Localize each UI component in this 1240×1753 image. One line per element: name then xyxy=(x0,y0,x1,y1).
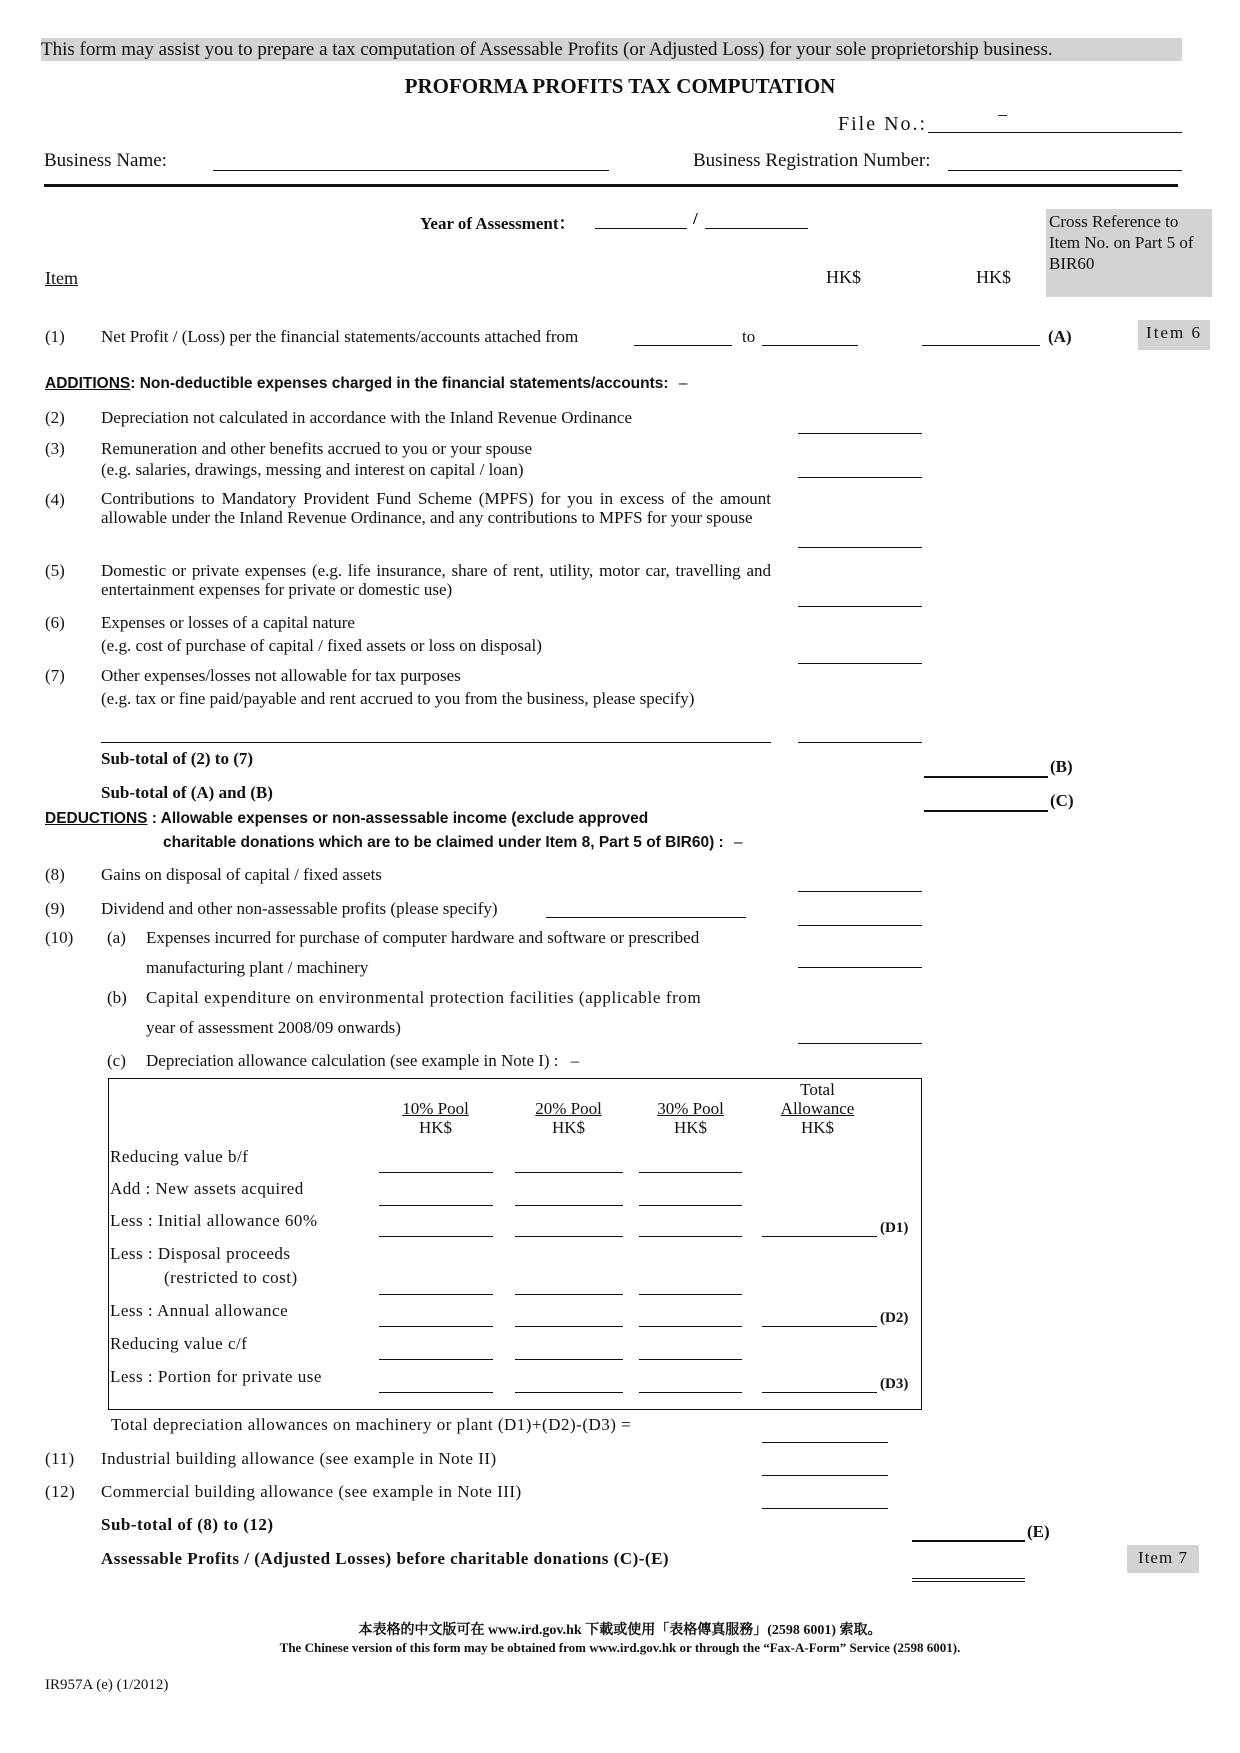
pool-row-label: Reducing value c/f xyxy=(110,1334,248,1353)
pool-row-label: Less : Annual allowance xyxy=(110,1301,289,1320)
item-5-amount-field[interactable] xyxy=(798,606,922,607)
form-code: IR957A (e) (1/2012) xyxy=(45,1677,169,1693)
item-11-number: (11) xyxy=(45,1449,75,1468)
intro-banner xyxy=(41,38,1182,61)
pool-10-reducing-cf[interactable] xyxy=(379,1359,493,1360)
item-6-tag xyxy=(1138,320,1210,350)
item-11-text: Industrial building allowance (see example in Note II) xyxy=(101,1449,497,1468)
deductions-dash: – xyxy=(734,834,743,851)
item-2-amount-field[interactable] xyxy=(798,433,922,434)
file-no-label: File No.: xyxy=(838,113,928,135)
item-1-to-field[interactable] xyxy=(762,345,858,346)
item-6-line-1: Expenses or losses of a capital nature xyxy=(101,613,355,632)
item-1-number: (1) xyxy=(45,327,65,346)
deductions-label: DEDUCTIONS xyxy=(45,810,148,827)
pool-row-label: Add : New assets acquired xyxy=(110,1179,304,1198)
subtotal-2-7-field[interactable] xyxy=(924,776,1048,778)
file-no-dash: – xyxy=(998,104,1007,124)
subtotal-a-b-field[interactable] xyxy=(924,810,1048,812)
pool-20-disposal[interactable] xyxy=(515,1294,623,1295)
pool-10-private-use[interactable] xyxy=(379,1392,493,1393)
item-11-amount-field[interactable] xyxy=(762,1475,888,1476)
item-6-amount-field[interactable] xyxy=(798,663,922,664)
item-10a-line-1: Expenses incurred for purchase of computer hardware and software or prescribed xyxy=(146,928,700,947)
item-10c-text xyxy=(146,1051,579,1071)
business-name-field[interactable] xyxy=(213,170,609,171)
item-1-ref: (A) xyxy=(1048,327,1072,346)
cross-reference-text: Cross Reference to Item No. on Part 5 of BIR60 xyxy=(1049,212,1194,273)
additions-text: : Non-deductible expenses charged in the financial statements/accounts: xyxy=(130,375,669,392)
additions-label: ADDITIONS xyxy=(45,375,131,392)
hk-column-1: HK$ xyxy=(826,267,861,287)
pool-20-annual-allowance[interactable] xyxy=(515,1326,623,1327)
subtotal-a-b: Sub-total of (A) and (B) xyxy=(101,783,273,802)
subtotal-a-b-ref: (C) xyxy=(1050,791,1074,810)
pool-10-annual-allowance[interactable] xyxy=(379,1326,493,1327)
item-12-amount-field[interactable] xyxy=(762,1508,888,1509)
item-5-number: (5) xyxy=(45,561,65,580)
pool-20-new-assets[interactable] xyxy=(515,1205,623,1206)
pool-20-reducing-cf[interactable] xyxy=(515,1359,623,1360)
item-10a-label: (a) xyxy=(107,928,126,947)
item-10b-line-2: year of assessment 2008/09 onwards) xyxy=(146,1018,401,1037)
item-10b-line-1: Capital expenditure on environmental protection facilities (applicable from xyxy=(146,988,702,1007)
pool-20-reducing-bf[interactable] xyxy=(515,1172,623,1173)
pool-30-disposal[interactable] xyxy=(639,1294,742,1295)
item-7-specify-field[interactable] xyxy=(101,742,771,743)
item-4-amount-field[interactable] xyxy=(798,547,922,548)
total-depreciation-label: Total depreciation allowances on machinery or plant (D1)+(D2)-(D3) = xyxy=(111,1415,632,1434)
pool-10-disposal[interactable] xyxy=(379,1294,493,1295)
item-10a-line-2: manufacturing plant / machinery xyxy=(146,958,369,977)
pool-30-reducing-cf[interactable] xyxy=(639,1359,742,1360)
item-1-from-field[interactable] xyxy=(634,345,732,346)
deductions-heading-2 xyxy=(163,834,743,852)
item-4-number: (4) xyxy=(45,490,65,509)
item-3-amount-field[interactable] xyxy=(798,477,922,478)
item-7-number: (7) xyxy=(45,666,65,685)
pool-row-label-2: (restricted to cost) xyxy=(164,1268,298,1287)
header-divider xyxy=(44,184,1178,187)
pool-10-new-assets[interactable] xyxy=(379,1205,493,1206)
pool-row-label: Less : Initial allowance 60% xyxy=(110,1211,318,1230)
item-3-number: (3) xyxy=(45,439,65,458)
pool-header-total xyxy=(760,1080,875,1137)
item-12-text: Commercial building allowance (see example in Note III) xyxy=(101,1482,522,1501)
ref-d1: (D1) xyxy=(880,1220,909,1236)
year-label: Year of Assessment： xyxy=(420,214,576,233)
item-10a-amount-field[interactable] xyxy=(798,967,922,968)
item-2-number: (2) xyxy=(45,408,65,427)
cross-reference-box xyxy=(1046,209,1212,297)
year-to-field[interactable] xyxy=(705,228,808,229)
item-9-specify-field[interactable] xyxy=(546,917,746,918)
pool-10-reducing-bf[interactable] xyxy=(379,1172,493,1173)
pool-header-30 xyxy=(633,1099,748,1137)
pool-header-20-unit: HK$ xyxy=(551,1118,586,1137)
item-2-text: Depreciation not calculated in accordance with the Inland Revenue Ordinance xyxy=(101,408,633,427)
item-3-line-2: (e.g. salaries, drawings, messing and interest on capital / loan) xyxy=(101,460,524,479)
pool-header-20 xyxy=(511,1099,626,1137)
subtotal-8-12: Sub-total of (8) to (12) xyxy=(101,1515,274,1534)
deductions-heading xyxy=(45,810,648,828)
subtotal-2-7-ref: (B) xyxy=(1050,757,1073,776)
assessable-profits-field[interactable] xyxy=(912,1578,1025,1582)
page-title: PROFORMA PROFITS TAX COMPUTATION xyxy=(404,74,836,98)
assessable-profits: Assessable Profits / (Adjusted Losses) before charitable donations (C)-(E) xyxy=(101,1549,670,1568)
item-1-text: Net Profit / (Loss) per the financial statements/accounts attached from xyxy=(101,327,579,346)
subtotal-2-7: Sub-total of (2) to (7) xyxy=(101,749,254,768)
item-8-number: (8) xyxy=(45,865,65,884)
item-6-number: (6) xyxy=(45,613,65,632)
item-10b-amount-field[interactable] xyxy=(798,1043,922,1044)
pool-header-10-unit: HK$ xyxy=(418,1118,453,1137)
item-7-line-2: (e.g. tax or fine paid/payable and rent accrued to you from the business, please specify) xyxy=(101,689,695,708)
subtotal-8-12-field[interactable] xyxy=(912,1540,1025,1542)
subtotal-8-12-ref: (E) xyxy=(1027,1522,1050,1541)
item-4-text: Contributions to Mandatory Provident Fund Scheme (MPFS) for you in excess of the amount allowable under the Inland Revenue Ordinance, and any contributions to MPFS for your spouse xyxy=(101,489,771,527)
footer-chinese: 本表格的中文版可在 www.ird.gov.hk 下載或使用「表格傳真服務」(2598 6001) 索取。 xyxy=(358,1623,882,1638)
pool-30-new-assets[interactable] xyxy=(639,1205,742,1206)
total-private-use[interactable] xyxy=(762,1392,877,1393)
item-9-number: (9) xyxy=(45,899,65,918)
item-10c-label: (c) xyxy=(107,1051,126,1070)
pool-header-total-l0: Total xyxy=(800,1080,835,1099)
item-6-tag-text: Item 6 xyxy=(1146,323,1202,342)
pool-header-total-title: Allowance xyxy=(780,1099,855,1118)
pool-10-initial-allowance[interactable] xyxy=(379,1236,493,1237)
item-3-line-1: Remuneration and other benefits accrued to you or your spouse xyxy=(101,439,533,458)
pool-30-reducing-bf[interactable] xyxy=(639,1172,742,1173)
pool-row-label: Less : Disposal proceeds xyxy=(110,1244,291,1263)
pool-header-20-title: 20% Pool xyxy=(535,1099,602,1118)
item-7-line-1: Other expenses/losses not allowable for tax purposes xyxy=(101,666,461,685)
item-1-amount-field[interactable] xyxy=(922,345,1040,346)
deductions-text-2: charitable donations which are to be claimed under Item 8, Part 5 of BIR60) : xyxy=(163,834,724,851)
deductions-text-1: : Allowable expenses or non-assessable income (exclude approved xyxy=(147,810,649,827)
pool-header-10-title: 10% Pool xyxy=(402,1099,469,1118)
item-column-header: Item xyxy=(45,268,78,288)
item-10-number: (10) xyxy=(45,928,74,947)
total-annual-allowance[interactable] xyxy=(762,1326,877,1327)
item-9-text: Dividend and other non-assessable profits (please specify) xyxy=(101,899,498,918)
pool-30-initial-allowance[interactable] xyxy=(639,1236,742,1237)
item-8-amount-field[interactable] xyxy=(798,891,922,892)
item-7-amount-field[interactable] xyxy=(798,742,922,743)
total-depreciation-field[interactable] xyxy=(762,1442,888,1443)
pool-30-annual-allowance[interactable] xyxy=(639,1326,742,1327)
pool-header-10 xyxy=(378,1099,493,1137)
item-12-number: (12) xyxy=(45,1482,76,1501)
brn-field[interactable] xyxy=(948,170,1182,171)
pool-20-initial-allowance[interactable] xyxy=(515,1236,623,1237)
pool-header-30-unit: HK$ xyxy=(673,1118,708,1137)
file-no-field[interactable] xyxy=(928,132,1182,133)
pool-header-30-title: 30% Pool xyxy=(657,1099,724,1118)
pool-20-private-use[interactable] xyxy=(515,1392,623,1393)
pool-row-label: Reducing value b/f xyxy=(110,1147,249,1166)
item-7-tag-text: Item 7 xyxy=(1138,1548,1188,1567)
pool-header-total-unit: HK$ xyxy=(800,1118,835,1137)
item-10c-dash: – xyxy=(570,1051,580,1070)
intro-text: This form may assist you to prepare a tax computation of Assessable Profits (or Adjusted Loss) for your sole proprietorship business. xyxy=(41,39,1053,60)
year-sep: / xyxy=(693,209,698,228)
item-1-to: to xyxy=(742,327,756,346)
item-7-tag xyxy=(1127,1545,1199,1573)
year-from-field[interactable] xyxy=(595,228,687,229)
total-initial-allowance[interactable] xyxy=(762,1236,877,1237)
item-8-text: Gains on disposal of capital / fixed assets xyxy=(101,865,382,884)
item-9-amount-field[interactable] xyxy=(798,925,922,926)
item-6-line-2: (e.g. cost of purchase of capital / fixed assets or loss on disposal) xyxy=(101,636,542,655)
pool-30-private-use[interactable] xyxy=(639,1392,742,1393)
item-10b-label: (b) xyxy=(107,988,127,1007)
additions-dash: – xyxy=(678,375,688,392)
footer-english: The Chinese version of this form may be obtained from www.ird.gov.hk or through the “Fax-A-Form” Service (2598 6001). xyxy=(279,1640,961,1655)
item-10c-text-label: Depreciation allowance calculation (see example in Note I) : xyxy=(146,1051,559,1070)
additions-heading xyxy=(45,375,688,393)
item-5-text: Domestic or private expenses (e.g. life insurance, share of rent, utility, motor car, travelling and entertainment expenses for private or domestic use) xyxy=(101,561,771,599)
business-name-label: Business Name: xyxy=(44,150,167,171)
ref-d3: (D3) xyxy=(880,1376,909,1392)
pool-row-label: Less : Portion for private use xyxy=(110,1367,322,1386)
ref-d2: (D2) xyxy=(880,1310,909,1326)
brn-label: Business Registration Number: xyxy=(693,150,931,171)
hk-column-2: HK$ xyxy=(976,267,1011,287)
